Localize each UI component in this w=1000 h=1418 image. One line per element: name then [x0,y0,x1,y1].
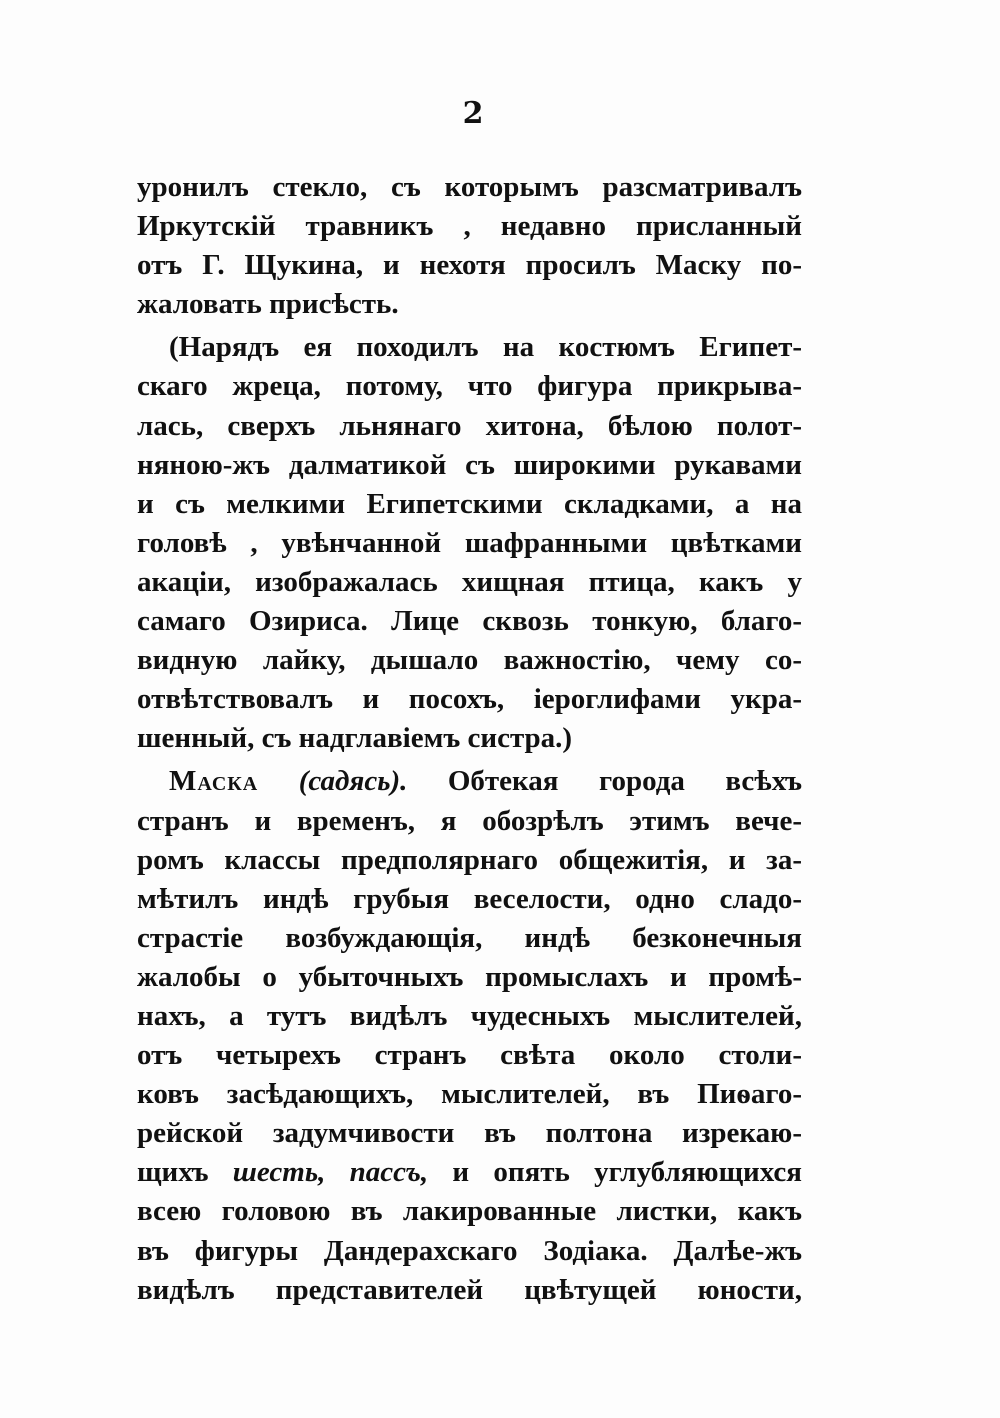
text-line: нахъ, а тутъ видѣлъ чудесныхъ мыслителей, [137,999,802,1032]
text-fragment: Обтекая города всѣхъ [447,765,802,798]
text-line: рейской задумчивости въ полтона изрекаю- [137,1117,802,1150]
text-line: и съ мелкими Египетскими складками, а на [137,487,802,520]
text-line: ромъ классы предполярнаго общежитія, и за- [137,843,802,876]
text-line: самаго Озириса. Лице сквозь тонкую, благо- [137,605,802,638]
italic-fragment: шесть, пассъ, [232,1156,429,1189]
body-text [137,168,802,1310]
text-line: акаціи, изображалась хищная птица, какъ у [137,565,802,598]
text-line: скаго жреца, потому, что фигура прикрыва- [137,370,802,403]
text-line: жалобы о убыточныхъ промыслахъ и промѣ- [137,960,802,993]
speaker-name: Маска [169,765,259,798]
text-line: отъ Г. Щукина, и нехотя просилъ Маску по- [137,249,802,282]
text-line: видную лайку, дышало важностію, чему со- [137,644,802,677]
text-line: страстіе возбуждающія, индѣ безконечныя [137,921,802,954]
text-line: уронилъ стекло, съ которымъ разсматривалъ [137,171,802,203]
page-number: 2 [462,96,484,131]
text-line: отъ четырехъ странъ свѣта около столи- [137,1039,802,1072]
text-line: жаловать присѣсть. [137,288,399,321]
text-line: странъ и временъ, я обозрѣлъ этимъ вече- [137,804,802,837]
text-fragment: щихъ [137,1156,209,1189]
text-fragment: и опять углубляющихся [452,1156,802,1189]
text-line: отвѣтствовалъ и посохъ, іероглифами укра- [137,683,802,716]
text-line: Иркутскій травникъ , недавно присланный [137,210,802,243]
text-line: няною-жъ далматикой съ широкими рукавами [137,448,802,481]
text-line: лась, сверхъ льнянаго хитона, бѣлою полот- [137,409,802,442]
stage-direction: (садясь). [298,765,408,798]
text-line: мѣтилъ индѣ грубыя веселости, одно сладо- [137,882,802,915]
text-line: ковъ засѣдающихъ, мыслителей, въ Пиѳаго- [137,1078,802,1111]
text-line: въ фигуры Дандерахскаго Зодіака. Далѣе-жъ [137,1234,802,1267]
text-line: видѣлъ представителей цвѣтущей юности, [137,1273,802,1306]
text-line: (Нарядъ ея походилъ на костюмъ Египет- [169,331,802,364]
speaker-line [137,762,802,801]
text-line [137,1153,802,1192]
text-line: головѣ , увѣнчанной шафранными цвѣтками [137,526,802,559]
text-line: шенный, съ надглавіемъ систра.) [137,722,573,755]
text-line: всею головою въ лакированные листки, какъ [137,1195,802,1228]
